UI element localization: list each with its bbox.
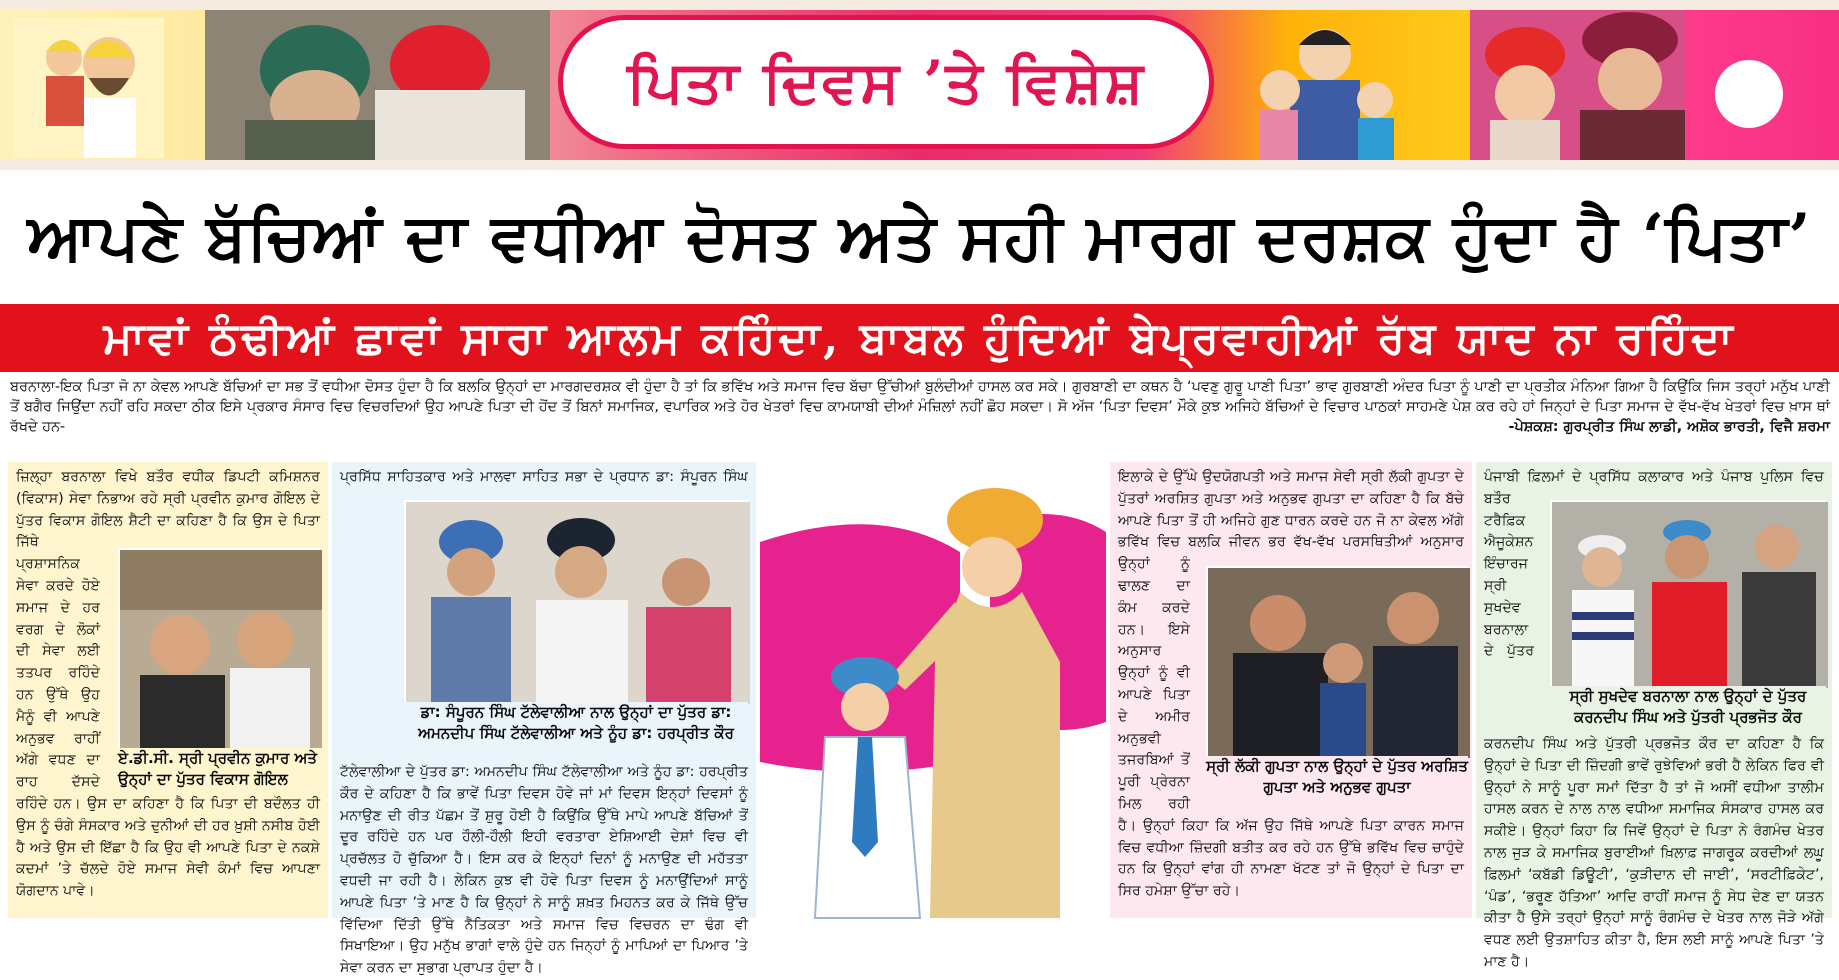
story-5-text: ਪੰਜਾਬੀ ਫ਼ਿਲਮਾਂ ਦੇ ਪ੍ਰਸਿੱਧ ਕਲਾਕਾਰ ਅਤੇ ਪੰਜਾਬ ਪੁਲਿਸ ਵਿਚ ਬਤੌਰ ਟਰੈਫ਼ਿਕ ਐਜੂਕੇਸ਼ਨ ਇੰਚਾਰਜ ਸ੍ਰੀ ਸੁਖਦੇਵ ਬਰਨਾਲਾ ਦੇ ਪੁੱਤਰ ਕਰਨਦੀਪ ਸਿੰਘ ਅਤੇ ਪੁੱਤਰੀ ਪ੍ਰਭਜੋਤ ਕੌਰ ਦਾ ਕਹਿਣਾ ਹੈ ਕਿ ਉਨ੍ਹਾਂ ਦੇ ਪਿਤਾ ਦੀ ਜ਼ਿੰਦਗੀ ਭਾਵੇਂ ਰੁਝੇਵਿਆਂ ਭਰੀ ਹੈ ਲੇਕਿਨ ਫਿਰ ਵੀ ਉਨ੍ਹਾਂ ਨੇ ਸਾਨੂੰ ਪੂਰਾ ਸਮਾਂ ਦਿੱਤਾ ਹੈ ਤਾਂ ਜੋ ਅਸੀਂ ਵਧੀਆ ਤਾਲੀਮ ਹਾਸਲ ਕਰਨ ਦੇ ਨਾਲ ਨਾਲ ਵਧੀਆ ਸਮਾਜਿਕ ਸੰਸਕਾਰ ਹਾਸਲ ਕਰ ਸਕੀਏ। ਉਨ੍ਹਾਂ ਕਿਹਾ ਕਿ ਜਿਵੇਂ ਉਨ੍ਹਾਂ ਦੇ ਪਿਤਾ ਨੇ ਰੰਗਮੰਚ ਖੇਤਰ ਨਾਲ ਜੁੜ ਕੇ ਸਮਾਜਿਕ ਬੁਰਾਈਆਂ ਖ਼ਿਲਾਫ਼ ਜਾਗਰੂਕ ਕਰਦੀਆਂ ਲਘੂ ਫ਼ਿਲਮਾਂ ‘ਕਬੱਡੀ ਡਿਊਟੀ’, ‘ਕੁੜੀਦਾਨ ਦੀ ਜਾਈ’, ‘ਸਰਟੀਫ਼ਿਕੇਟ’, ‘ਪੰਡ’, ‘ਭਰੂਣ ਹੱਤਿਆ’ ਆਦਿ ਰਾਹੀਂ ਸਮਾਜ ਨੂੰ ਸੇਧ ਦੇਣ ਦਾ ਯਤਨ ਕੀਤਾ ਹੈ ਉਸੇ ਤਰ੍ਹਾਂ ਉਨ੍ਹਾਂ ਸਾਨੂੰ ਰੰਗਮੰਚ ਦੇ ਖੇਤਰ ਨਾਲ ਜੋੜੇ ਅੱਗੇ ਵਧਣ ਲਈ ਉਤਸ਼ਾਹਿਤ ਕੀਤਾ ਹੈ, ਇਸ ਲਈ ਸਾਨੂੰ ਆਪਣੇ ਪਿਤਾ ’ਤੇ ਮਾਣ ਹੈ।	[1484, 469, 1824, 970]
father-son-turban-photo	[1470, 10, 1685, 160]
banner-top-border	[0, 0, 1839, 10]
story-1-text: ਜ਼ਿਲ੍ਹਾ ਬਰਨਾਲਾ ਵਿਖੇ ਬਤੌਰ ਵਧੀਕ ਡਿਪਟੀ ਕਮਿਸ਼ਨਰ (ਵਿਕਾਸ) ਸੇਵਾ ਨਿਭਾਅ ਰਹੇ ਸ੍ਰੀ ਪ੍ਰਵੀਨ ਕੁਮਾਰ ਗੋਇਲ ਦੇ ਪੁੱਤਰ ਵਿਕਾਸ ਗੋਇਲ ਸ਼ੈਟੀ ਦਾ ਕਹਿਣਾ ਹੈ ਕਿ ਉਸ ਦੇ ਪਿਤਾ ਜਿੱਥੇ ਪ੍ਰਸ਼ਾਸਨਿਕ ਸੇਵਾ ਕਰਦੇ ਹੋਏ ਸਮਾਜ ਦੇ ਹਰ ਵਰਗ ਦੇ ਲੋਕਾਂ ਦੀ ਸੇਵਾ ਲਈ ਤਤਪਰ ਰਹਿੰਦੇ ਹਨ ਉੱਥੇ ਉਹ ਮੈਨੂੰ ਵੀ ਆਪਣੇ ਅਨੁਭਵ ਰਾਹੀਂ ਅੱਗੇ ਵਧਣ ਦਾ ਰਾਹ ਦੱਸਦੇ ਰਹਿੰਦੇ ਹਨ। ਉਸ ਦਾ ਕਹਿਣਾ ਹੈ ਕਿ ਪਿਤਾ ਦੀ ਬਦੌਲਤ ਹੀ ਉਸ ਨੂੰ ਚੰਗੇ ਸੰਸਕਾਰ ਅਤੇ ਦੁਨੀਆਂ ਦੀ ਹਰ ਖ਼ੁਸ਼ੀ ਨਸੀਬ ਹੋਈ ਹੈ ਅਤੇ ਉਸ ਦੀ ਇੱਛਾ ਹੈ ਕਿ ਉਹ ਵੀ ਆਪਣੇ ਪਿਤਾ ਦੇ ਨਕਸ਼ੇ ਕਦਮਾਂ ’ਤੇ ਚੱਲਦੇ ਹੋਏ ਸਮਾਜ ਸੇਵੀ ਕੰਮਾਂ ਵਿਚ ਆਪਣਾ ਯੋਗਦਾਨ ਪਾਵੇ।	[16, 469, 320, 900]
decorative-circle	[1715, 60, 1783, 128]
sub-headline-band	[0, 304, 1839, 372]
cartoon-father-child-image	[14, 18, 164, 158]
story-2-text: ਪ੍ਰਸਿੱਧ ਸਾਹਿਤਕਾਰ ਅਤੇ ਮਾਲਵਾ ਸਾਹਿਤ ਸਭਾ ਦੇ ਪ੍ਰਧਾਨ ਡਾ: ਸੰਪੂਰਨ ਸਿੰਘ ਟੱਲੇਵਾਲੀਆ ਦੇ ਪੁੱਤਰ ਡਾ: ਅਮਨਦੀਪ ਸਿੰਘ ਟੱਲੇਵਾਲੀਆ ਅਤੇ ਨੂੰਹ ਡਾ: ਹਰਪ੍ਰੀਤ ਕੌਰ ਦੇ ਕਹਿਣਾ ਹੈ ਕਿ ਭਾਵੇਂ ਪਿਤਾ ਦਿਵਸ ਹੋਵੇ ਜਾਂ ਮਾਂ ਦਿਵਸ ਇਨ੍ਹਾਂ ਦਿਵਸਾਂ ਨੂੰ ਮਨਾਉਣ ਦੀ ਰੀਤ ਪੱਛਮ ਤੋਂ ਸ਼ੁਰੂ ਹੋਈ ਹੈ ਕਿਉਂਕਿ ਉੱਥੇ ਮਾਪੇ ਆਪਣੇ ਬੱਚਿਆਂ ਤੋਂ ਦੂਰ ਰਹਿੰਦੇ ਹਨ ਪਰ ਹੌਲੀ-ਹੌਲੀ ਇਹੀ ਵਰਤਾਰਾ ਏਸ਼ਿਆਈ ਦੇਸ਼ਾਂ ਵਿਚ ਵੀ ਪ੍ਰਚੱਲਤ ਹੋ ਚੁੱਕਿਆ ਹੈ। ਇਸ ਕਰ ਕੇ ਇਨ੍ਹਾਂ ਦਿਨਾਂ ਨੂੰ ਮਨਾਉਣ ਦੀ ਮਹੱਤਤਾ ਵਧਦੀ ਜਾ ਰਹੀ ਹੈ। ਲੇਕਿਨ ਕੁਝ ਵੀ ਹੋਵੇ ਪਿਤਾ ਦਿਵਸ ਨੂੰ ਮਨਾਉਂਦਿਆਂ ਸਾਨੂੰ ਆਪਣੇ ਪਿਤਾ ’ਤੇ ਮਾਣ ਹੈ ਕਿ ਉਨ੍ਹਾਂ ਨੇ ਸਾਨੂੰ ਸ਼ਖ਼ਤ ਮਿਹਨਤ ਕਰ ਕੇ ਜਿੱਥੇ ਉੱਚ ਵਿੱਦਿਆ ਦਿੱਤੀ ਉੱਥੇ ਨੈਤਿਕਤਾ ਅਤੇ ਸਮਾਜ ਵਿਚ ਵਿਚਰਨ ਦਾ ਢੰਗ ਵੀ ਸਿਖਾਇਆ। ਉਹ ਮਨੁੱਖ ਭਾਗਾਂ ਵਾਲੇ ਹੁੰਦੇ ਹਨ ਜਿਨ੍ਹਾਂ ਨੂੰ ਮਾਪਿਆਂ ਦਾ ਪਿਆਰ ’ਤੇ ਸੇਵਾ ਕਰਨ ਦਾ ਸੁਭਾਗ ਪ੍ਰਾਪਤ ਹੁੰਦਾ ਹੈ।	[340, 469, 748, 977]
story-column-5	[1476, 462, 1832, 970]
main-headline-text: ਆਪਣੇ ਬੱਚਿਆਂ ਦਾ ਵਧੀਆ ਦੋਸਤ ਅਤੇ ਸਹੀ ਮਾਰਗ ਦਰਸ਼ਕ ਹੁੰਦਾ ਹੈ ‘ਪਿਤਾ’	[27, 199, 1812, 275]
main-headline	[0, 178, 1839, 296]
story-1-caption: ਏ.ਡੀ.ਸੀ. ਸ੍ਰੀ ਪ੍ਰਵੀਨ ਕੁਮਾਰ ਅਤੇ ਉਨ੍ਹਾਂ ਦਾ ਪੁੱਤਰ ਵਿਕਾਸ ਗੋਇਲ	[118, 748, 322, 790]
story-4-caption: ਸ੍ਰੀ ਲੱਕੀ ਗੁਪਤਾ ਨਾਲ ਉਨ੍ਹਾਂ ਦੇ ਪੁੱਤਰ ਅਰਸ਼ਿਤ ਗੁਪਤਾ ਅਤੇ ਅਨੁਭਵ ਗੁਪਤਾ	[1206, 757, 1468, 796]
byline-credit: -ਪੇਸ਼ਕਸ਼: ਗੁਰਪ੍ਰੀਤ ਸਿੰਘ ਲਾਡੀ, ਅਸ਼ੋਕ ਭਾਰਤੀ, ਵਿਜੈ ਸ਼ਰਮਾ	[1508, 419, 1830, 435]
story-column-4	[1110, 462, 1472, 918]
banner-title: ਪਿਤਾ ਦਿਵਸ ’ਤੇ ਵਿਸ਼ੇਸ਼	[627, 47, 1145, 116]
banner-bottom-border	[0, 160, 1839, 170]
father-son-hug-photo	[205, 10, 550, 160]
intro-paragraph	[10, 377, 1830, 457]
story-column-2	[332, 462, 756, 977]
banner	[0, 0, 1839, 170]
cartoon-family-image	[1240, 10, 1410, 160]
story-column-1	[8, 462, 328, 918]
story-2-caption: ਡਾ: ਸੰਪੂਰਨ ਸਿੰਘ ਟੱਲੇਵਾਲੀਆ ਨਾਲ ਉਨ੍ਹਾਂ ਦਾ ਪੁੱਤਰ ਡਾ: ਅਮਨਦੀਪ ਸਿੰਘ ਟੱਲੇਵਾਲੀਆ ਅਤੇ ਨੂੰਹ ਡਾ: ਹਰਪ੍ਰੀਤ ਕੌਰ	[404, 702, 748, 744]
story-5-caption: ਸ੍ਰੀ ਸੁਖਦੇਵ ਬਰਨਾਲਾ ਨਾਲ ਉਨ੍ਹਾਂ ਦੇ ਪੁੱਤਰ ਕਰਨਦੀਪ ਸਿੰਘ ਅਤੇ ਪੁੱਤਰੀ ਪ੍ਰਭਜੋਤ ਕੌਰ	[1550, 686, 1826, 728]
story-5-photo	[1550, 500, 1826, 686]
story-4-photo	[1206, 566, 1468, 756]
father-blessing-son-illustration	[760, 462, 1106, 918]
intro-text: ਬਰਨਾਲਾ-ਇਕ ਪਿਤਾ ਜੋ ਨਾ ਕੇਵਲ ਆਪਣੇ ਬੱਚਿਆਂ ਦਾ ਸਭ ਤੋਂ ਵਧੀਆ ਦੋਸਤ ਹੁੰਦਾ ਹੈ ਕਿ ਬਲਕਿ ਉਨ੍ਹਾਂ ਦਾ ਮਾਰਗਦਰਸ਼ਕ ਵੀ ਹੁੰਦਾ ਹੈ ਤਾਂ ਕਿ ਭਵਿੱਖ ਅਤੇ ਸਮਾਜ ਵਿਚ ਬੱਚਾ ਉੱਚੀਆਂ ਬੁਲੰਦੀਆਂ ਹਾਸਲ ਕਰ ਸਕੇ। ਗੁਰਬਾਣੀ ਦਾ ਕਥਨ ਹੈ ‘ਪਵਣੁ ਗੁਰੂ ਪਾਣੀ ਪਿਤਾ’ ਭਾਵ ਗੁਰਬਾਣੀ ਅੰਦਰ ਪਿਤਾ ਨੂੰ ਪਾਣੀ ਦਾ ਪ੍ਰਤੀਕ ਮੰਨਿਆ ਗਿਆ ਹੈ ਕਿਉਂਕਿ ਜਿਸ ਤਰ੍ਹਾਂ ਮਨੁੱਖ ਪਾਣੀ ਤੋਂ ਬਗੈਰ ਜਿਉਂਦਾ ਨਹੀਂ ਰਹਿ ਸਕਦਾ ਠੀਕ ਇਸੇ ਪ੍ਰਕਾਰ ਸੰਸਾਰ ਵਿਚ ਵਿਚਰਦਿਆਂ ਉਹ ਆਪਣੇ ਪਿਤਾ ਦੀ ਹੋਂਦ ਤੋਂ ਬਿਨਾਂ ਸਮਾਜਿਕ, ਵਪਾਰਿਕ ਅਤੇ ਹੋਰ ਖੇਤਰਾਂ ਵਿਚ ਕਾਮਯਾਬੀ ਦੀਆਂ ਮੰਜ਼ਿਲਾਂ ਨਹੀਂ ਛੋਹ ਸਕਦਾ। ਸੋ ਅੱਜ ‘ਪਿਤਾ ਦਿਵਸ’ ਮੌਕੇ ਕੁਝ ਅਜਿਹੇ ਬੱਚਿਆਂ ਦੇ ਵਿਚਾਰ ਪਾਠਕਾਂ ਸਾਹਮਣੇ ਪੇਸ਼ ਕਰ ਰਹੇ ਹਾਂ ਜਿਨ੍ਹਾਂ ਦੇ ਪਿਤਾ ਸਮਾਜ ਦੇ ਵੱਖ-ਵੱਖ ਖੇਤਰਾਂ ਵਿਚ ਖ਼ਾਸ ਥਾਂ ਰੱਖਦੇ ਹਨ-	[10, 379, 1830, 435]
banner-title-box	[558, 15, 1214, 149]
story-1-photo	[118, 548, 320, 748]
story-4-text: ਇਲਾਕੇ ਦੇ ਉੱਘੇ ਉਦਯੋਗਪਤੀ ਅਤੇ ਸਮਾਜ ਸੇਵੀ ਸ੍ਰੀ ਲੱਕੀ ਗੁਪਤਾ ਦੇ ਪੁੱਤਰਾਂ ਅਰਸ਼ਿਤ ਗੁਪਤਾ ਅਤੇ ਅਨੁਭਵ ਗੁਪਤਾ ਦਾ ਕਹਿਣਾ ਹੈ ਕਿ ਬੱਚੇ ਆਪਣੇ ਪਿਤਾ ਤੋਂ ਹੀ ਅਜਿਹੇ ਗੁਣ ਧਾਰਨ ਕਰਦੇ ਹਨ ਜੋ ਨਾ ਕੇਵਲ ਅੱਗੇ ਭਵਿੱਖ ਵਿਚ ਬਲਕਿ ਜੀਵਨ ਭਰ ਵੱਖ-ਵੱਖ ਪਰਸਥਿਤੀਆਂ ਅਨੁਸਾਰ ਉਨ੍ਹਾਂ ਨੂੰ ਢਾਲਣ ਦਾ ਕੰਮ ਕਰਦੇ ਹਨ। ਇਸੇ ਅਨੁਸਾਰ ਉਨ੍ਹਾਂ ਨੂੰ ਵੀ ਆਪਣੇ ਪਿਤਾ ਦੇ ਅਮੀਰ ਅਨੁਭਵੀ ਤਜਰਬਿਆਂ ਤੋਂ ਪੂਰੀ ਪ੍ਰੇਰਨਾ ਮਿਲ ਰਹੀ ਹੈ। ਉਨ੍ਹਾਂ ਕਿਹਾ ਕਿ ਅੱਜ ਉਹ ਜਿੱਥੇ ਆਪਣੇ ਪਿਤਾ ਕਾਰਨ ਸਮਾਜ ਵਿਚ ਵਧੀਆ ਜ਼ਿੰਦਗੀ ਬਤੀਤ ਕਰ ਰਹੇ ਹਨ ਉੱਥੇ ਭਵਿੱਖ ਵਿਚ ਚਾਹੁੰਦੇ ਹਨ ਕਿ ਉਨ੍ਹਾਂ ਵਾਂਗ ਹੀ ਨਾਮਣਾ ਖੱਟਣ ਤਾਂ ਜੋ ਉਨ੍ਹਾਂ ਦੇ ਪਿਤਾ ਦਾ ਸਿਰ ਹਮੇਸ਼ਾ ਉੱਚਾ ਰਹੇ।	[1118, 469, 1464, 900]
sub-headline-text: ਮਾਵਾਂ ਠੰਢੀਆਂ ਛਾਵਾਂ ਸਾਰਾ ਆਲਮ ਕਹਿੰਦਾ, ਬਾਬਲ ਹੁੰਦਿਆਂ ਬੇਪ੍ਰਵਾਹੀਆਂ ਰੱਬ ਯਾਦ ਨਾ ਰਹਿੰਦਾ	[103, 312, 1736, 364]
story-2-photo	[404, 500, 748, 702]
